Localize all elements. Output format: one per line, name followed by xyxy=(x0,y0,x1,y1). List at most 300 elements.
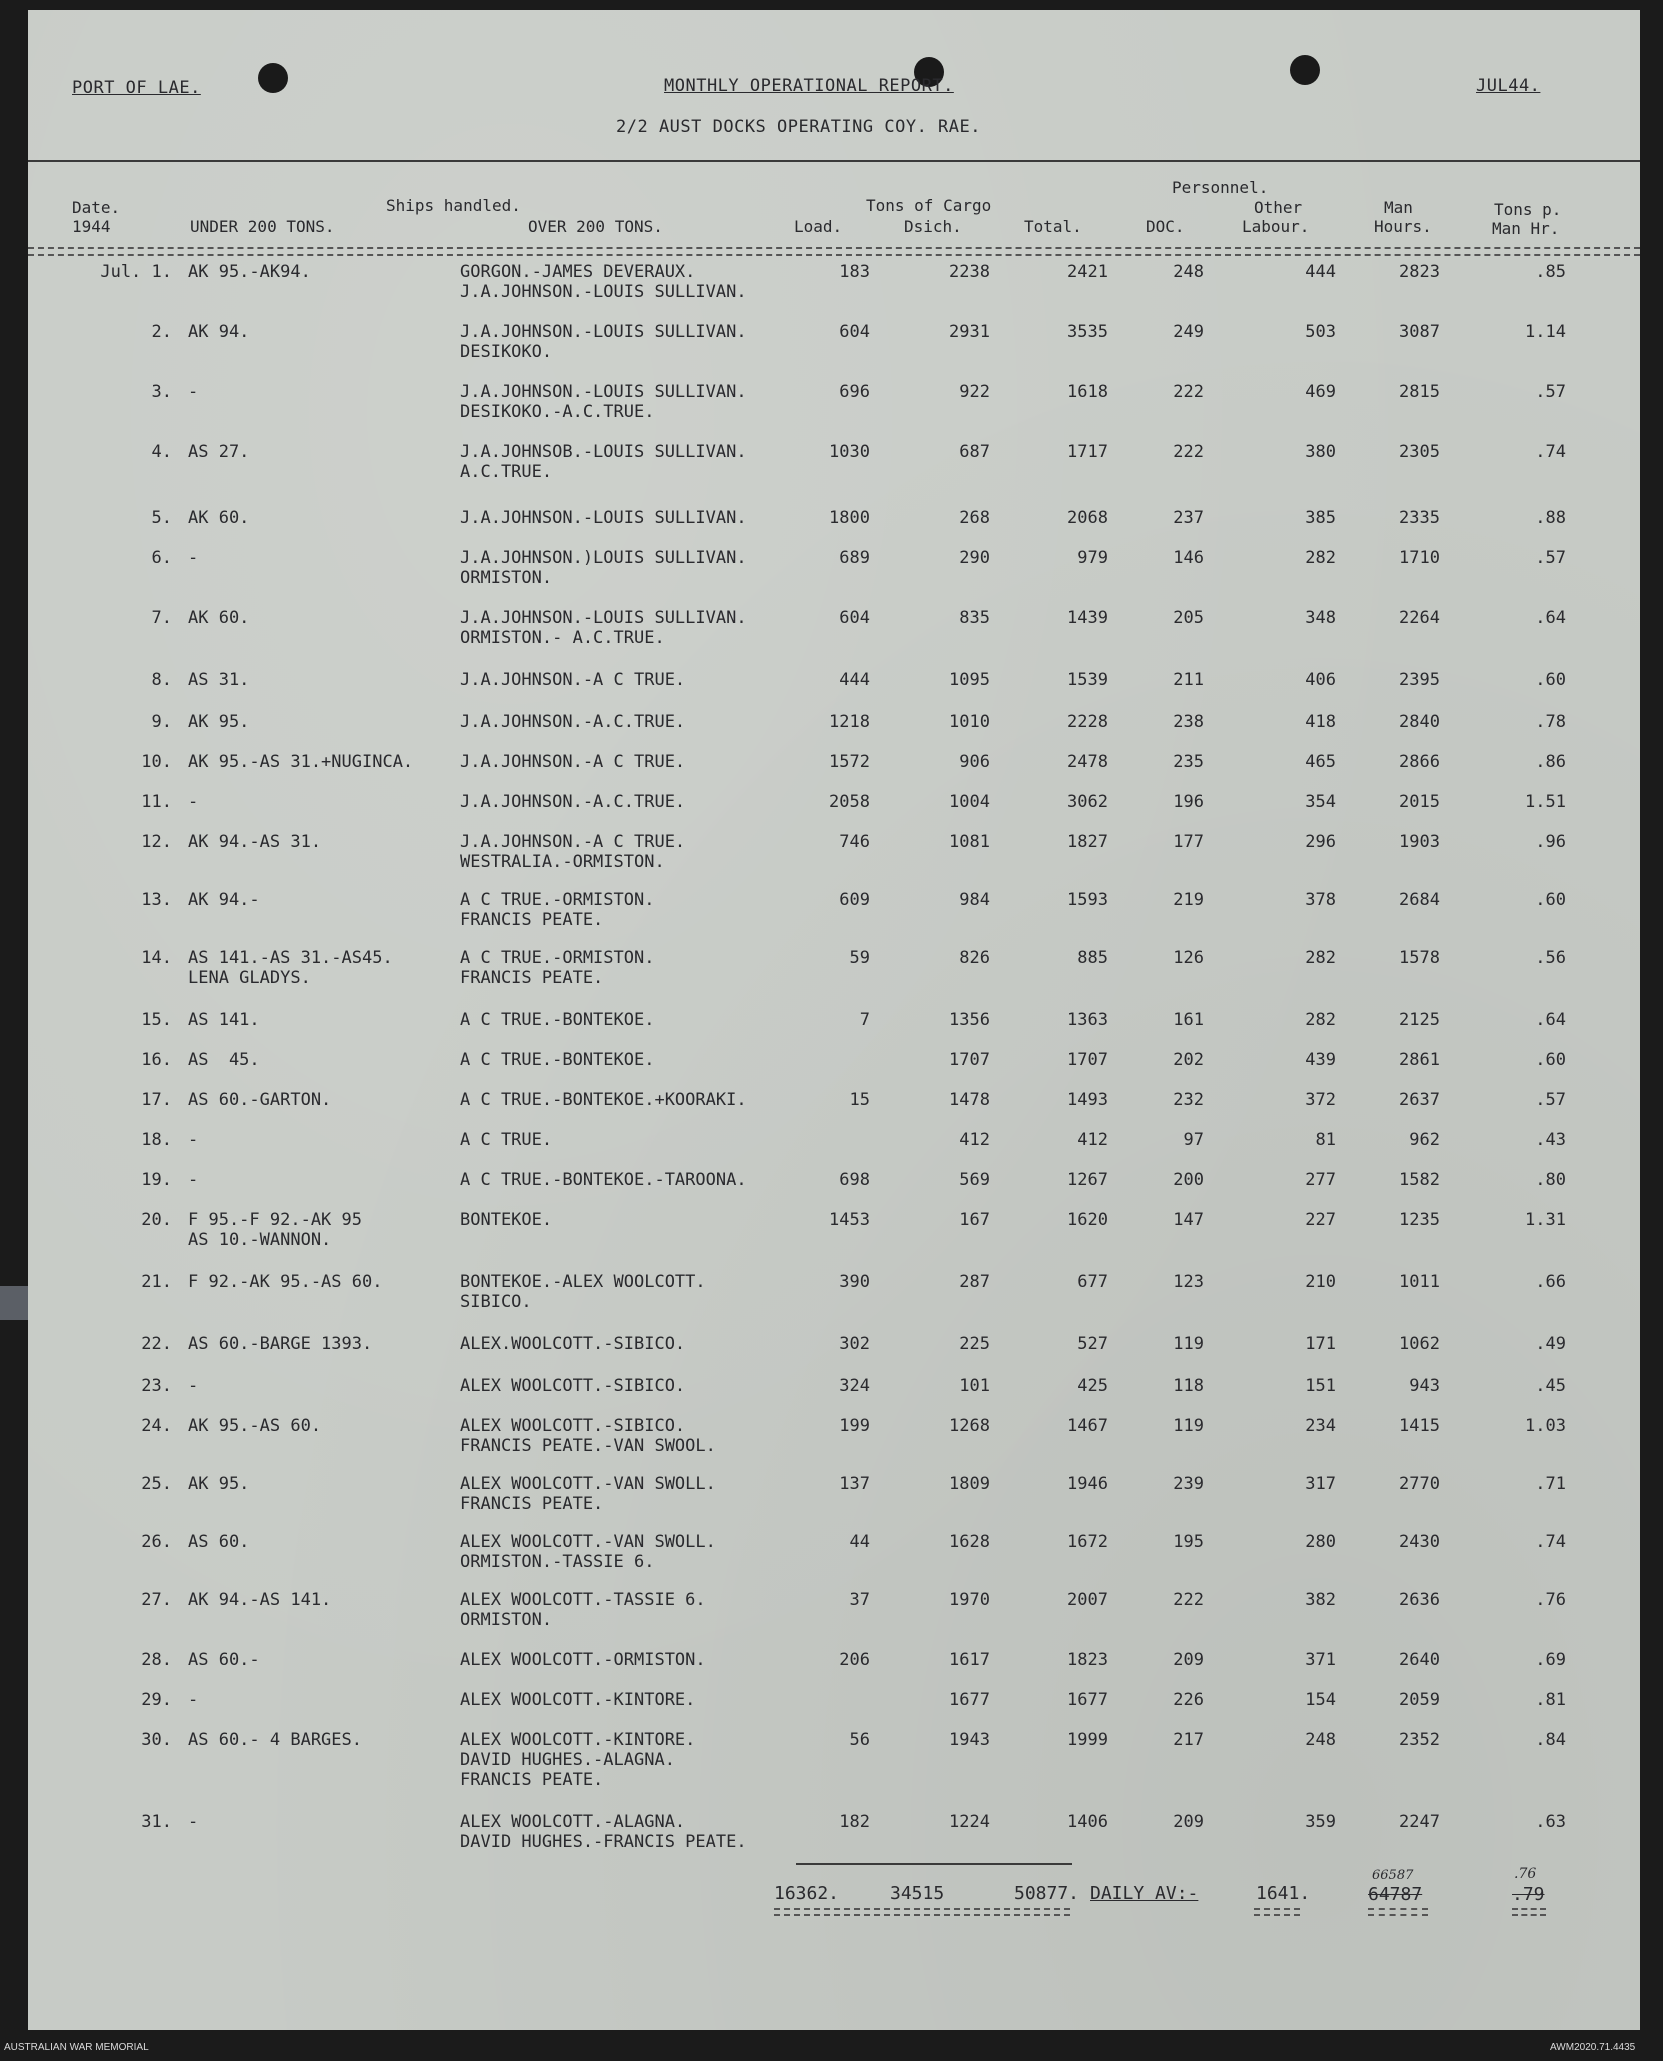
cell-doc: 200 xyxy=(1173,1170,1204,1190)
cell-disch: 287 xyxy=(959,1272,990,1292)
cell-tons-per-hour: .80 xyxy=(1535,1170,1566,1190)
cell-over-200: ALEX WOOLCOTT.-SIBICO. xyxy=(460,1376,686,1396)
cell-tons-per-hour: 1.14 xyxy=(1525,322,1566,342)
cell-doc: 209 xyxy=(1173,1812,1204,1832)
cell-disch: 906 xyxy=(959,752,990,772)
cell-total: 1672 xyxy=(1067,1532,1108,1552)
cell-load: 44 xyxy=(849,1532,870,1552)
cell-load: 206 xyxy=(839,1650,870,1670)
table-row xyxy=(28,752,1640,792)
cell-doc: 195 xyxy=(1173,1532,1204,1552)
cell-disch: 922 xyxy=(959,382,990,402)
cell-labour: 378 xyxy=(1305,890,1336,910)
cell-disch: 1478 xyxy=(949,1090,990,1110)
cell-disch: 569 xyxy=(959,1170,990,1190)
cell-doc: 238 xyxy=(1173,712,1204,732)
cell-man-hours: 1235 xyxy=(1399,1210,1440,1230)
cell-total: 1618 xyxy=(1067,382,1108,402)
table-row xyxy=(28,1474,1640,1514)
cell-over-200: J.A.JOHNSOB.-LOUIS SULLIVAN. A.C.TRUE. xyxy=(460,442,747,482)
cell-disch: 412 xyxy=(959,1130,990,1150)
cell-load: 324 xyxy=(839,1376,870,1396)
cell-doc: 209 xyxy=(1173,1650,1204,1670)
cell-man-hours: 1903 xyxy=(1399,832,1440,852)
cell-over-200: J.A.JOHNSON.)LOUIS SULLIVAN. ORMISTON. xyxy=(460,548,747,588)
cell-tons-per-hour: .88 xyxy=(1535,508,1566,528)
cell-total: 885 xyxy=(1077,948,1108,968)
cell-over-200: J.A.JOHNSON.-A C TRUE. xyxy=(460,670,686,690)
cell-under-200: AS 60.- xyxy=(188,1650,260,1670)
cell-disch: 225 xyxy=(959,1334,990,1354)
cell-labour: 227 xyxy=(1305,1210,1336,1230)
port-name: PORT OF LAE. xyxy=(72,78,201,98)
total-disch: 34515 xyxy=(890,1883,945,1904)
table-row xyxy=(28,608,1640,648)
cell-tons-per-hour: .85 xyxy=(1535,262,1566,282)
cell-over-200: J.A.JOHNSON.-A.C.TRUE. xyxy=(460,712,686,732)
cell-disch: 167 xyxy=(959,1210,990,1230)
cell-labour: 406 xyxy=(1305,670,1336,690)
cell-disch: 835 xyxy=(959,608,990,628)
cell-doc: 177 xyxy=(1173,832,1204,852)
col-tons-of-cargo: Tons of Cargo xyxy=(866,196,992,215)
cell-total: 3062 xyxy=(1067,792,1108,812)
daily-average-label: DAILY AV:- xyxy=(1090,1883,1199,1904)
cell-tons-per-hour: .43 xyxy=(1535,1130,1566,1150)
cell-tons-per-hour: 1.31 xyxy=(1525,1210,1566,1230)
cell-date: 12. xyxy=(141,832,172,852)
cell-total: 2421 xyxy=(1067,262,1108,282)
col-man-hr: Man Hr. xyxy=(1492,219,1560,238)
cell-man-hours: 1062 xyxy=(1399,1334,1440,1354)
total-hours-struck: 64787 xyxy=(1368,1884,1423,1905)
cell-tons-per-hour: .76 xyxy=(1535,1590,1566,1610)
cell-disch: 1268 xyxy=(949,1416,990,1436)
cell-over-200: ALEX WOOLCOTT.-KINTORE. DAVID HUGHES.-ALAGNA. FRANCIS PEATE. xyxy=(460,1730,696,1790)
cell-under-200: AK 95.-AS 60. xyxy=(188,1416,322,1436)
cell-under-200: AS 60.-GARTON. xyxy=(188,1090,332,1110)
cell-total: 527 xyxy=(1077,1334,1108,1354)
cell-over-200: J.A.JOHNSON.-LOUIS SULLIVAN. DESIKOKO.-A.C.TRUE. xyxy=(460,382,747,422)
cell-date: 5. xyxy=(151,508,172,528)
cell-man-hours: 2059 xyxy=(1399,1690,1440,1710)
cell-date: 9. xyxy=(151,712,172,732)
cell-load: 137 xyxy=(839,1474,870,1494)
cell-load: 689 xyxy=(839,548,870,568)
cell-doc: 202 xyxy=(1173,1050,1204,1070)
cell-man-hours: 1710 xyxy=(1399,548,1440,568)
cell-tons-per-hour: .64 xyxy=(1535,608,1566,628)
table-row xyxy=(28,1376,1640,1416)
table-row xyxy=(28,1272,1640,1312)
cell-under-200: AK 94.- xyxy=(188,890,260,910)
cell-tons-per-hour: .71 xyxy=(1535,1474,1566,1494)
cell-tons-per-hour: .84 xyxy=(1535,1730,1566,1750)
col-load: Load. xyxy=(794,217,843,236)
table-row xyxy=(28,1130,1640,1170)
cell-tons-per-hour: .57 xyxy=(1535,548,1566,568)
cell-date: 14. xyxy=(141,948,172,968)
col-year: 1944 xyxy=(72,217,111,236)
cell-load: 1030 xyxy=(829,442,870,462)
cell-disch: 1010 xyxy=(949,712,990,732)
cell-total: 2007 xyxy=(1067,1590,1108,1610)
cell-doc: 222 xyxy=(1173,1590,1204,1610)
cell-tons-per-hour: .96 xyxy=(1535,832,1566,852)
col-total: Total. xyxy=(1024,217,1082,236)
cell-date: 26. xyxy=(141,1532,172,1552)
cell-disch: 2238 xyxy=(949,262,990,282)
cell-doc: 119 xyxy=(1173,1416,1204,1436)
table-row xyxy=(28,670,1640,710)
cell-labour: 371 xyxy=(1305,1650,1336,1670)
cell-total: 1946 xyxy=(1067,1474,1108,1494)
cell-labour: 439 xyxy=(1305,1050,1336,1070)
cell-under-200: AK 94.-AS 141. xyxy=(188,1590,332,1610)
cell-over-200: ALEX WOOLCOTT.-ORMISTON. xyxy=(460,1650,706,1670)
cell-labour: 248 xyxy=(1305,1730,1336,1750)
cell-load: 59 xyxy=(849,948,870,968)
cell-man-hours: 2823 xyxy=(1399,262,1440,282)
cell-date: 10. xyxy=(141,752,172,772)
cell-man-hours: 1582 xyxy=(1399,1170,1440,1190)
cell-doc: 211 xyxy=(1173,670,1204,690)
cell-under-200: - xyxy=(188,1130,199,1150)
cell-tons-per-hour: .57 xyxy=(1535,382,1566,402)
double-underline xyxy=(774,1908,1070,1916)
cell-man-hours: 2640 xyxy=(1399,1650,1440,1670)
cell-total: 2068 xyxy=(1067,508,1108,528)
cell-date: Jul. 1. xyxy=(100,262,172,282)
cell-under-200: AK 60. xyxy=(188,508,250,528)
cell-date: 21. xyxy=(141,1272,172,1292)
cell-man-hours: 2335 xyxy=(1399,508,1440,528)
cell-under-200: AS 31. xyxy=(188,670,250,690)
cell-man-hours: 2684 xyxy=(1399,890,1440,910)
cell-tons-per-hour: .66 xyxy=(1535,1272,1566,1292)
cell-disch: 1707 xyxy=(949,1050,990,1070)
cell-tons-per-hour: .81 xyxy=(1535,1690,1566,1710)
cell-date: 15. xyxy=(141,1010,172,1030)
cell-under-200: AK 94.-AS 31. xyxy=(188,832,322,852)
cell-disch: 826 xyxy=(959,948,990,968)
cell-tons-per-hour: .64 xyxy=(1535,1010,1566,1030)
cell-labour: 469 xyxy=(1305,382,1336,402)
tph-struck: .79 xyxy=(1512,1884,1545,1905)
table-row xyxy=(28,890,1640,930)
cell-over-200: A C TRUE.-BONTEKOE.-TAROONA. xyxy=(460,1170,747,1190)
report-title: MONTHLY OPERATIONAL REPORT. xyxy=(664,76,954,96)
table-row xyxy=(28,1416,1640,1456)
cell-date: 8. xyxy=(151,670,172,690)
cell-load: 199 xyxy=(839,1416,870,1436)
cell-date: 31. xyxy=(141,1812,172,1832)
cell-total: 1677 xyxy=(1067,1690,1108,1710)
cell-under-200: - xyxy=(188,1376,199,1396)
cell-labour: 277 xyxy=(1305,1170,1336,1190)
cell-labour: 354 xyxy=(1305,792,1336,812)
table-row xyxy=(28,442,1640,482)
cell-tons-per-hour: .49 xyxy=(1535,1334,1566,1354)
cell-man-hours: 1415 xyxy=(1399,1416,1440,1436)
cell-labour: 296 xyxy=(1305,832,1336,852)
table-row xyxy=(28,382,1640,422)
cell-under-200: AK 95. xyxy=(188,712,250,732)
totals-overline xyxy=(796,1863,1072,1865)
cell-doc: 97 xyxy=(1183,1130,1204,1150)
total-load: 16362. xyxy=(774,1883,840,1904)
cell-tons-per-hour: 1.03 xyxy=(1525,1416,1566,1436)
cell-tons-per-hour: .74 xyxy=(1535,442,1566,462)
cell-load: 1218 xyxy=(829,712,870,732)
total-cargo: 50877. xyxy=(1014,1883,1080,1904)
cell-tons-per-hour: .56 xyxy=(1535,948,1566,968)
cell-labour: 282 xyxy=(1305,948,1336,968)
cell-total: 2478 xyxy=(1067,752,1108,772)
cell-disch: 268 xyxy=(959,508,990,528)
cell-date: 3. xyxy=(151,382,172,402)
cell-date: 11. xyxy=(141,792,172,812)
cell-disch: 1356 xyxy=(949,1010,990,1030)
cell-man-hours: 1011 xyxy=(1399,1272,1440,1292)
table-row xyxy=(28,948,1640,988)
cell-disch: 1081 xyxy=(949,832,990,852)
col-labour: Labour. xyxy=(1242,217,1310,236)
cell-date: 20. xyxy=(141,1210,172,1230)
cell-over-200: ALEX WOOLCOTT.-KINTORE. xyxy=(460,1690,696,1710)
punch-hole xyxy=(1290,55,1320,85)
cell-man-hours: 2815 xyxy=(1399,382,1440,402)
cell-labour: 418 xyxy=(1305,712,1336,732)
cell-doc: 196 xyxy=(1173,792,1204,812)
cell-tons-per-hour: .74 xyxy=(1535,1532,1566,1552)
cell-man-hours: 2637 xyxy=(1399,1090,1440,1110)
cell-date: 23. xyxy=(141,1376,172,1396)
cell-over-200: ALEX WOOLCOTT.-VAN SWOLL. ORMISTON.-TASSIE 6. xyxy=(460,1532,716,1572)
cell-date: 22. xyxy=(141,1334,172,1354)
cell-under-200: AK 95. xyxy=(188,1474,250,1494)
cell-tons-per-hour: .86 xyxy=(1535,752,1566,772)
cell-under-200: - xyxy=(188,548,199,568)
cell-doc: 237 xyxy=(1173,508,1204,528)
cell-over-200: ALEX.WOOLCOTT.-SIBICO. xyxy=(460,1334,686,1354)
cell-over-200: A C TRUE.-BONTEKOE. xyxy=(460,1010,655,1030)
header-rule xyxy=(28,160,1640,162)
cell-disch: 1617 xyxy=(949,1650,990,1670)
cell-labour: 382 xyxy=(1305,1590,1336,1610)
cell-date: 6. xyxy=(151,548,172,568)
table-row xyxy=(28,1812,1640,1852)
cell-man-hours: 943 xyxy=(1409,1376,1440,1396)
cell-over-200: ALEX WOOLCOTT.-VAN SWOLL. FRANCIS PEATE. xyxy=(460,1474,716,1514)
cell-man-hours: 2125 xyxy=(1399,1010,1440,1030)
cell-man-hours: 2770 xyxy=(1399,1474,1440,1494)
cell-under-200: AK 95.-AK94. xyxy=(188,262,311,282)
cell-under-200: AK 60. xyxy=(188,608,250,628)
cell-labour: 282 xyxy=(1305,1010,1336,1030)
cell-man-hours: 2015 xyxy=(1399,792,1440,812)
table-row xyxy=(28,1170,1640,1210)
cell-date: 13. xyxy=(141,890,172,910)
cell-over-200: GORGON.-JAMES DEVERAUX. J.A.JOHNSON.-LOUIS SULLIVAN. xyxy=(460,262,747,302)
cell-over-200: A C TRUE.-BONTEKOE.+KOORAKI. xyxy=(460,1090,747,1110)
cell-tons-per-hour: 1.51 xyxy=(1525,792,1566,812)
cell-total: 1363 xyxy=(1067,1010,1108,1030)
cell-load: 604 xyxy=(839,322,870,342)
cell-man-hours: 2861 xyxy=(1399,1050,1440,1070)
col-ships-handled: Ships handled. xyxy=(386,196,521,215)
cell-man-hours: 2352 xyxy=(1399,1730,1440,1750)
cell-labour: 465 xyxy=(1305,752,1336,772)
cell-date: 17. xyxy=(141,1090,172,1110)
cell-labour: 372 xyxy=(1305,1090,1336,1110)
cell-total: 1539 xyxy=(1067,670,1108,690)
cell-over-200: J.A.JOHNSON.-A C TRUE. WESTRALIA.-ORMISTON. xyxy=(460,832,686,872)
cell-doc: 119 xyxy=(1173,1334,1204,1354)
table-row xyxy=(28,832,1640,872)
cell-under-200: AS 141.-AS 31.-AS45. LENA GLADYS. xyxy=(188,948,393,988)
cell-over-200: ALEX WOOLCOTT.-SIBICO. FRANCIS PEATE.-VAN SWOOL. xyxy=(460,1416,716,1456)
cell-doc: 118 xyxy=(1173,1376,1204,1396)
cell-under-200: AS 60.- 4 BARGES. xyxy=(188,1730,362,1750)
cell-load: 37 xyxy=(849,1590,870,1610)
cell-date: 18. xyxy=(141,1130,172,1150)
cell-labour: 234 xyxy=(1305,1416,1336,1436)
cell-over-200: A C TRUE.-ORMISTON. FRANCIS PEATE. xyxy=(460,890,655,930)
cell-labour: 282 xyxy=(1305,548,1336,568)
cell-doc: 248 xyxy=(1173,262,1204,282)
cell-under-200: - xyxy=(188,1170,199,1190)
cell-tons-per-hour: .45 xyxy=(1535,1376,1566,1396)
cell-total: 1406 xyxy=(1067,1812,1108,1832)
cell-total: 1267 xyxy=(1067,1170,1108,1190)
cell-total: 1493 xyxy=(1067,1090,1108,1110)
cell-disch: 1628 xyxy=(949,1532,990,1552)
col-tons-p: Tons p. xyxy=(1494,200,1562,219)
cell-date: 28. xyxy=(141,1650,172,1670)
col-over-200: OVER 200 TONS. xyxy=(528,217,663,236)
cell-under-200: AS 141. xyxy=(188,1010,260,1030)
cell-man-hours: 2247 xyxy=(1399,1812,1440,1832)
cell-man-hours: 2395 xyxy=(1399,670,1440,690)
total-doc: 1641. xyxy=(1256,1883,1311,1904)
cell-date: 16. xyxy=(141,1050,172,1070)
cell-tons-per-hour: .60 xyxy=(1535,890,1566,910)
total-hours-corrected: 66587 xyxy=(1372,1868,1414,1883)
cell-load: 696 xyxy=(839,382,870,402)
footer-id: AWM2020.71.4435 xyxy=(1550,2042,1636,2053)
cell-over-200: A C TRUE.-BONTEKOE. xyxy=(460,1050,655,1070)
table-row xyxy=(28,1730,1640,1790)
cell-over-200: ALEX WOOLCOTT.-TASSIE 6. ORMISTON. xyxy=(460,1590,706,1630)
cell-total: 1717 xyxy=(1067,442,1108,462)
cell-labour: 444 xyxy=(1305,262,1336,282)
cell-total: 1620 xyxy=(1067,1210,1108,1230)
unit-name: 2/2 AUST DOCKS OPERATING COY. RAE. xyxy=(616,117,981,137)
cell-under-200: AS 60. xyxy=(188,1532,250,1552)
cell-disch: 1004 xyxy=(949,792,990,812)
cell-man-hours: 2305 xyxy=(1399,442,1440,462)
cell-total: 1707 xyxy=(1067,1050,1108,1070)
cell-labour: 317 xyxy=(1305,1474,1336,1494)
cell-disch: 2931 xyxy=(949,322,990,342)
cell-doc: 219 xyxy=(1173,890,1204,910)
cell-under-200: AS 60.-BARGE 1393. xyxy=(188,1334,373,1354)
cell-man-hours: 962 xyxy=(1409,1130,1440,1150)
punch-hole xyxy=(258,63,288,93)
cell-labour: 171 xyxy=(1305,1334,1336,1354)
cell-total: 1823 xyxy=(1067,1650,1108,1670)
cell-man-hours: 1578 xyxy=(1399,948,1440,968)
cell-load: 15 xyxy=(849,1090,870,1110)
cell-disch: 101 xyxy=(959,1376,990,1396)
cell-total: 979 xyxy=(1077,548,1108,568)
cell-total: 677 xyxy=(1077,1272,1108,1292)
cell-total: 412 xyxy=(1077,1130,1108,1150)
cell-under-200: - xyxy=(188,1690,199,1710)
table-row xyxy=(28,1690,1640,1730)
cell-over-200: J.A.JOHNSON.-A.C.TRUE. xyxy=(460,792,686,812)
cell-over-200: J.A.JOHNSON.-LOUIS SULLIVAN. xyxy=(460,508,747,528)
cell-doc: 161 xyxy=(1173,1010,1204,1030)
col-doc: DOC. xyxy=(1146,217,1185,236)
cell-labour: 385 xyxy=(1305,508,1336,528)
cell-date: 25. xyxy=(141,1474,172,1494)
tph-corrected: .76 xyxy=(1514,1866,1537,1882)
cell-doc: 235 xyxy=(1173,752,1204,772)
cell-disch: 1224 xyxy=(949,1812,990,1832)
cell-doc: 205 xyxy=(1173,608,1204,628)
table-row xyxy=(28,1334,1640,1374)
cell-load: 698 xyxy=(839,1170,870,1190)
cell-date: 2. xyxy=(151,322,172,342)
cell-load: 1572 xyxy=(829,752,870,772)
cell-over-200: J.A.JOHNSON.-LOUIS SULLIVAN. DESIKOKO. xyxy=(460,322,747,362)
cell-under-200: AK 95.-AS 31.+NUGINCA. xyxy=(188,752,414,772)
col-hours: Hours. xyxy=(1374,217,1432,236)
cell-disch: 1970 xyxy=(949,1590,990,1610)
cell-disch: 290 xyxy=(959,548,990,568)
cell-labour: 210 xyxy=(1305,1272,1336,1292)
cell-under-200: - xyxy=(188,1812,199,1832)
table-row xyxy=(28,548,1640,588)
cell-load: 746 xyxy=(839,832,870,852)
cell-over-200: BONTEKOE.-ALEX WOOLCOTT. SIBICO. xyxy=(460,1272,706,1312)
cell-date: 4. xyxy=(151,442,172,462)
cell-under-200: - xyxy=(188,792,199,812)
cell-tons-per-hour: .60 xyxy=(1535,1050,1566,1070)
cell-load: 302 xyxy=(839,1334,870,1354)
cell-date: 19. xyxy=(141,1170,172,1190)
cell-man-hours: 2264 xyxy=(1399,608,1440,628)
table-row xyxy=(28,792,1640,832)
cell-labour: 348 xyxy=(1305,608,1336,628)
cell-over-200: BONTEKOE. xyxy=(460,1210,553,1230)
cell-doc: 222 xyxy=(1173,382,1204,402)
cell-doc: 249 xyxy=(1173,322,1204,342)
cell-disch: 1677 xyxy=(949,1690,990,1710)
cell-total: 2228 xyxy=(1067,712,1108,732)
cell-under-200: AS 45. xyxy=(188,1050,260,1070)
cell-load: 444 xyxy=(839,670,870,690)
cell-doc: 146 xyxy=(1173,548,1204,568)
col-dsich: Dsich. xyxy=(904,217,962,236)
cell-tons-per-hour: .69 xyxy=(1535,1650,1566,1670)
cell-load: 609 xyxy=(839,890,870,910)
double-underline xyxy=(1254,1908,1300,1916)
cell-man-hours: 2840 xyxy=(1399,712,1440,732)
cell-labour: 280 xyxy=(1305,1532,1336,1552)
